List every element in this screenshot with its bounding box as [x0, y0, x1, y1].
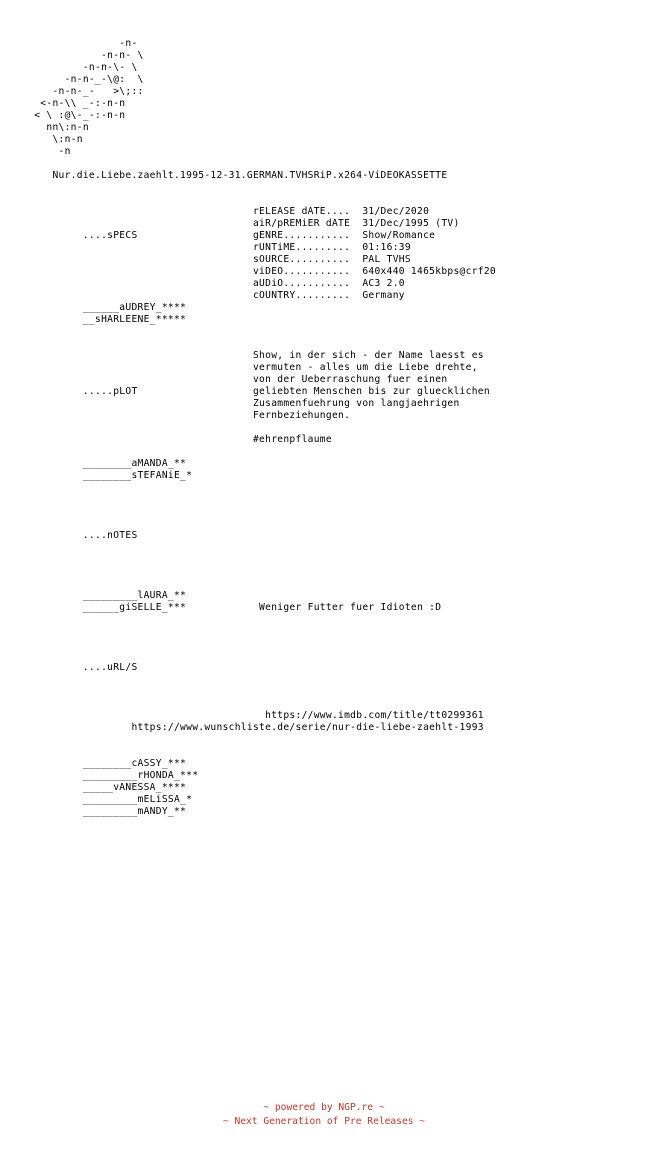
nfo-ascii-art: -n- -n-n- \ -n-n-\- \ -n-n-_-\@: \ -n-n-_- >\;:: <-n-\\ _-:-n-n < \ :@\-_-:-n-n nn\:n-n \:n-n -n Nur.die.Liebe.zaehlt.1995-12-31.GERMAN.TVHSRiP.x264-ViDEOKASSETTE rELEASE dATE.... 31/Dec/2020 aiR/pREMiER dATE 31/Dec/1995 (TV) ....sPECS gENRE........... Show/Romance rUNTiME......... 01:16:39 sOURCE.......... PAL TVHS viDEO........... 640x440 1465kbps@crf20 aUDiO........... AC3 2.0 cOUNTRY......... Germany ______aUDREY_**** __sHARLEENE_***** Show, in der sich - der Name laesst es vermuten - alles um die Liebe drehte, von der Ueberraschung fuer einen .....pLOT geliebten Menschen bis zur gluecklichen Zusammenfuehrung von langjaehrigen Fernbeziehungen. #ehrenpflaume ________aMANDA_** ________sTEFANiE_* ....nOTES _________lAURA_** ______giSELLE_*** Weniger Futter fuer Idioten :D ....uRL/S https://www.imdb.com/title/tt0299361 https://www.wunschliste.de/serie/nur-die-liebe-zaehlt-1993 ________cASSY_*** _________rHONDA_*** _____vANESSA_**** _________mELiSSA_* _________mANDY_** [34, 38, 496, 817]
powered-by-line: ~ powered by NGP.re ~ [263, 1102, 385, 1113]
next-generation-line: ~ Next Generation of Pre Releases ~ [222, 1116, 426, 1127]
